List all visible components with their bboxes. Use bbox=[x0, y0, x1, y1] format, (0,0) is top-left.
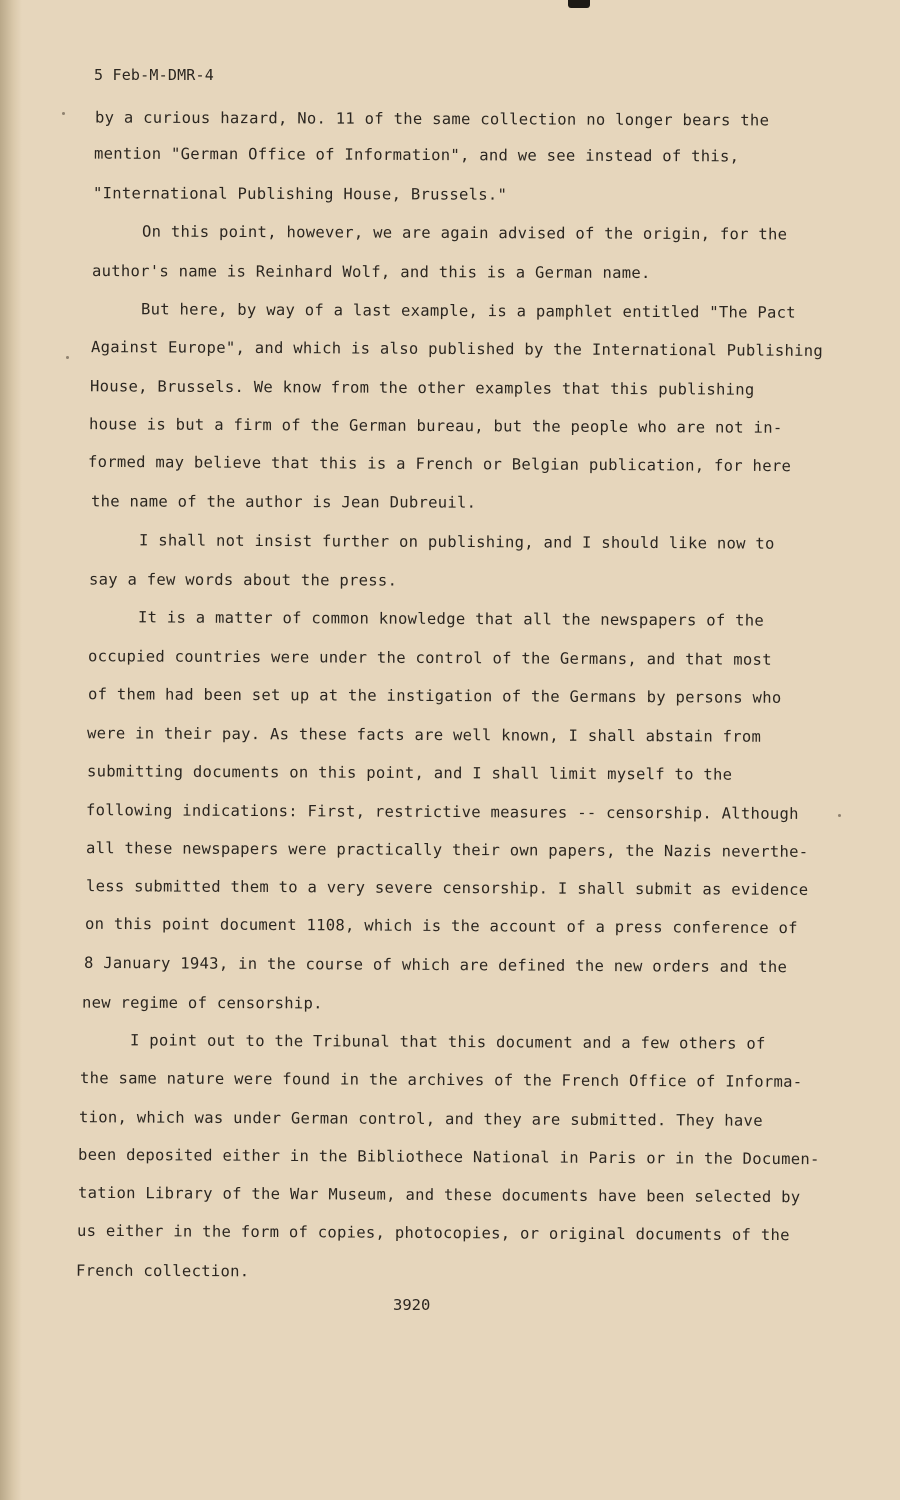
text-line: I shall not insist further on publishing, and I should like now to bbox=[138, 531, 775, 553]
text-line: tation Library of the War Museum, and these documents have been selected by bbox=[77, 1183, 801, 1207]
text-line: Against Europe", and which is also published by the International Publishing bbox=[90, 338, 824, 360]
top-binding-mark bbox=[568, 0, 590, 8]
text-line: house is but a firm of the German bureau, but the people who are not in- bbox=[88, 415, 783, 437]
text-line: all these newspapers were practically their own papers, the Nazis neverthe- bbox=[85, 839, 809, 861]
text-line: submitting documents on this point, and I shall limit myself to the bbox=[86, 762, 733, 784]
paper-speck bbox=[62, 112, 65, 115]
page-number: 3920 bbox=[393, 1296, 431, 1314]
text-line: the same nature were found in the archives of the French Office of Informa- bbox=[79, 1069, 803, 1091]
text-line: author's name is Reinhard Wolf, and this is a German name. bbox=[91, 262, 651, 282]
paper-speck bbox=[66, 356, 69, 359]
text-line: following indications: First, restrictive measures -- censorship. Although bbox=[85, 801, 799, 823]
text-line: the name of the author is Jean Dubreuil. bbox=[90, 492, 477, 512]
text-line: by a curious hazard, No. 11 of the same collection no longer bears the bbox=[94, 108, 770, 130]
text-line: "International Publishing House, Brussels." bbox=[92, 184, 508, 204]
text-line: It is a matter of common knowledge that all the newspapers of the bbox=[137, 608, 765, 630]
text-line: been deposited either in the Bibliothece National in Paris or in the Documen- bbox=[77, 1145, 820, 1169]
text-line: occupied countries were under the control of the Germans, and that most bbox=[87, 647, 772, 669]
text-line: on this point document 1108, which is the account of a press conference of bbox=[84, 914, 798, 938]
text-line: less submitted them to a very severe censorship. I shall submit as evidence bbox=[85, 877, 809, 899]
text-line: I point out to the Tribunal that this document and a few others of bbox=[129, 1031, 766, 1053]
paper-speck bbox=[838, 814, 841, 817]
text-line: But here, by way of a last example, is a pamphlet entitled "The Pact bbox=[140, 300, 797, 322]
text-line: House, Brussels. We know from the other examples that this publishing bbox=[89, 377, 755, 399]
text-line: were in their pay. As these facts are well known, I shall abstain from bbox=[86, 724, 762, 746]
text-line: French collection. bbox=[75, 1261, 250, 1281]
text-line: of them had been set up at the instigation of the Germans by persons who bbox=[87, 685, 782, 707]
text-line: tion, which was under German control, and they are submitted. They have bbox=[78, 1108, 763, 1130]
text-line: us either in the form of copies, photocopies, or original documents of the bbox=[76, 1221, 790, 1245]
text-line: 8 January 1943, in the course of which are defined the new orders and the bbox=[83, 953, 788, 977]
text-line: new regime of censorship. bbox=[81, 993, 323, 1013]
text-line: mention "German Office of Information", and we see instead of this, bbox=[93, 144, 740, 166]
text-line: On this point, however, we are again advised of the origin, for the bbox=[141, 222, 788, 244]
text-line: say a few words about the press. bbox=[88, 570, 398, 590]
document-reference: 5 Feb-M-DMR-4 bbox=[94, 66, 214, 84]
text-line: formed may believe that this is a French or Belgian publication, for here bbox=[87, 452, 792, 476]
page-binding-edge bbox=[0, 0, 22, 1500]
